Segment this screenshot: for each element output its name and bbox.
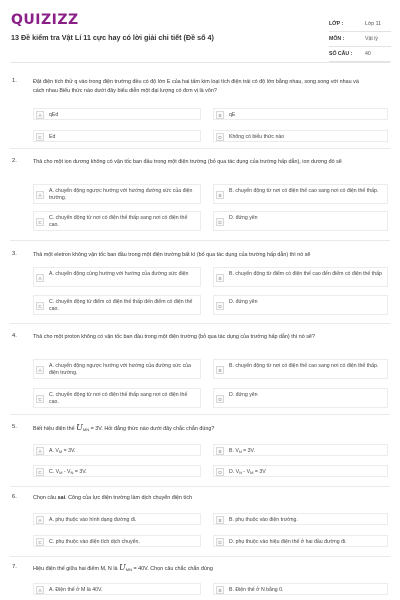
option-letter: B — [216, 274, 224, 282]
meta-value: Lớp 11 — [365, 21, 381, 27]
question-text: Thả cho một proton không có vận tốc ban đầu trong một điện trường (bỏ qua tác dụng của trường hấp dẫn) thì nó sẽ? — [33, 334, 315, 340]
option-c[interactable] — [33, 211, 201, 231]
meta-value: Vật lý — [365, 36, 378, 42]
option-text: B. chuyển động từ nơi có điện thế cao sang nơi có điện thế thấp. — [229, 187, 379, 194]
question-text-after: = 40V. Chọn câu chắc chắn đúng — [133, 566, 213, 572]
option-b[interactable] — [213, 184, 388, 204]
option-c[interactable] — [33, 535, 201, 547]
option-text: A. Điện thế ở M là 40V. — [49, 586, 103, 593]
question-text: Thả cho một ion dương không có vận tốc ban đầu trong một điện trường (bỏ qua tác dụng của trường hấp dẫn), ion dương đó sẽ — [33, 159, 342, 165]
question-number: 4. — [12, 333, 17, 339]
option-b[interactable] — [213, 513, 388, 525]
option-c[interactable] — [33, 388, 201, 408]
question-text-before: Biết hiệu điện thế — [33, 426, 75, 432]
option-letter: C — [36, 468, 44, 476]
option-c[interactable] — [33, 465, 201, 477]
option-text: C. phụ thuộc vào điện tích dịch chuyển. — [49, 538, 140, 545]
option-b[interactable] — [213, 108, 388, 120]
option-letter: D — [216, 218, 224, 226]
option-c[interactable] — [33, 295, 201, 315]
meta-key: SỐ CÂU : — [329, 51, 353, 57]
option-text: qE — [229, 111, 236, 118]
question-number: 5. — [12, 424, 17, 430]
option-letter: B — [216, 447, 224, 455]
voltage-subscript: MN — [125, 567, 132, 572]
option-text: D. đứng yên — [229, 214, 258, 221]
option-text: C. $V_M - V_N = 3V$. — [49, 468, 87, 475]
document-title: 13 Đề kiểm tra Vật Lí 11 cực hay có lời giải chi tiết (Đề số 4) — [11, 33, 214, 42]
option-letter: B — [216, 516, 224, 524]
question-number: 6. — [12, 494, 17, 500]
option-a[interactable] — [33, 108, 201, 120]
question-number: 1. — [12, 78, 17, 84]
option-letter: B — [216, 191, 224, 199]
option-letter: D — [216, 395, 224, 403]
header — [0, 0, 400, 62]
option-text: D. phụ thuộc vào hiệu điện thế ở hai đầu đường đi. — [229, 538, 347, 545]
question-divider — [10, 486, 390, 487]
question-number: 7. — [12, 564, 17, 570]
option-a[interactable] — [33, 513, 201, 525]
option-text: C. chuyển động từ nơi có điện thế thấp sang nơi có điện thế cao. — [49, 214, 188, 228]
question-text — [33, 564, 368, 575]
option-letter: C — [36, 302, 44, 310]
option-text: A. $V_M = 3V$. — [49, 447, 76, 454]
question-text-after: = 3V. Hỏi đẳng thức nào dưới đây chắc chắn đúng? — [90, 426, 215, 432]
option-d[interactable] — [213, 388, 388, 408]
option-a[interactable] — [33, 267, 201, 287]
meta-key: LỚP : — [329, 21, 344, 27]
option-text: B. chuyển động từ nơi có điện thế cao sang nơi có điện thế thấp. — [229, 362, 379, 369]
option-letter: A — [36, 586, 44, 594]
option-b[interactable] — [213, 359, 388, 379]
option-letter: A — [36, 516, 44, 524]
question-text-before: Chọn câu — [33, 495, 58, 501]
meta-value: 40 — [365, 51, 371, 57]
question-number: 3. — [12, 251, 17, 257]
option-letter: D — [216, 302, 224, 310]
option-letter: A — [36, 274, 44, 282]
question-divider — [10, 323, 390, 324]
option-letter: D — [216, 133, 224, 141]
question-text-before: Hiệu điện thế giữa hai điểm M, N là — [33, 566, 118, 572]
question-divider — [10, 414, 390, 415]
option-b[interactable] — [213, 444, 388, 456]
option-a[interactable] — [33, 444, 201, 456]
option-b[interactable] — [213, 583, 388, 595]
question-text-after: . Công của lực điện trường làm dịch chuyển điện tích — [65, 495, 193, 501]
option-text: D. đứng yên — [229, 391, 258, 398]
meta-row-class — [329, 17, 391, 32]
meta-row-subject — [329, 32, 391, 47]
option-letter: D — [216, 538, 224, 546]
question-divider — [10, 556, 390, 557]
option-a[interactable] — [33, 359, 201, 379]
option-text: qEd — [49, 111, 59, 118]
option-letter: A — [36, 447, 44, 455]
question-divider — [10, 148, 390, 149]
option-c[interactable] — [33, 130, 201, 142]
question-text: Thả một eletron không vận tốc ban đầu trong một điện trường bất kì (bỏ qua tác dụng của trường hấp dẫn) thì nó sẽ — [33, 252, 311, 258]
voltage-subscript: MN — [82, 427, 90, 432]
option-a[interactable] — [33, 583, 201, 595]
option-b[interactable] — [213, 267, 388, 287]
meta-row-count — [329, 47, 391, 62]
question-text — [33, 424, 368, 435]
option-text: A. chuyển động ngược hướng với hướng đường sức của điện trường. — [49, 187, 193, 201]
option-text: A. phụ thuộc vào hình dạng đường đi. — [49, 516, 137, 523]
option-d[interactable] — [213, 465, 388, 477]
meta-key: MÔN : — [329, 36, 345, 42]
header-divider — [10, 62, 390, 63]
option-letter: D — [216, 468, 224, 476]
option-text: D. $V_N - V_M = 3V$ — [229, 468, 266, 475]
option-text: B. Điện thế ở N bằng 0. — [229, 586, 284, 593]
question-emphasis: sai — [57, 495, 66, 501]
option-d[interactable] — [213, 535, 388, 547]
option-text: C. chuyển động từ nơi có điện thế thấp sang nơi có điện thế cao. — [49, 391, 188, 405]
option-letter: C — [36, 538, 44, 546]
option-letter: A — [36, 191, 44, 199]
question-text — [33, 494, 368, 503]
option-letter: B — [216, 366, 224, 374]
option-letter: A — [36, 366, 44, 374]
voltage-symbol: U — [119, 563, 126, 572]
option-letter: C — [36, 395, 44, 403]
option-text: Ed — [49, 133, 56, 140]
option-d[interactable] — [213, 211, 388, 231]
option-letter: B — [216, 111, 224, 119]
option-d[interactable] — [213, 295, 388, 315]
option-text: A. chuyển động ngược hướng với hướng của đường sức của điện trường. — [49, 362, 191, 376]
option-text: A. chuyển động cùng hướng với hướng của đường sức điện — [49, 270, 189, 277]
option-text: C. chuyển động từ điểm có điện thế thấp đến điểm có điện thế cao. — [49, 298, 193, 312]
option-text: B. chuyển động từ điểm có điện thế cao đến điểm có điện thế thấp — [229, 270, 382, 277]
option-letter: C — [36, 218, 44, 226]
option-text: Không có biểu thức nào — [229, 133, 285, 140]
option-letter: A — [36, 111, 44, 119]
option-text: B. phụ thuộc vào điện trường. — [229, 516, 298, 523]
option-letter: B — [216, 586, 224, 594]
meta-table — [329, 17, 391, 62]
option-a[interactable] — [33, 184, 201, 204]
option-text: D. đứng yên — [229, 298, 258, 305]
question-divider — [10, 240, 390, 241]
option-text: B. $V_N = 3V$. — [229, 447, 255, 454]
option-letter: C — [36, 133, 44, 141]
quizizz-logo: QUIZIZZ — [11, 12, 79, 28]
option-d[interactable] — [213, 130, 388, 142]
question-text: Đặt điện tích thử q vào trong điện trường đều có độ lớn E của hai tấm kim loại tích điện trái có độ lớn bằng nhau, song song với nhau và cách nhau Biểu thức nào dưới đây biểu diễn một đại lượng có đơn vị là vôn? — [33, 79, 359, 94]
voltage-symbol: U — [76, 423, 83, 432]
question-number: 2. — [12, 158, 17, 164]
